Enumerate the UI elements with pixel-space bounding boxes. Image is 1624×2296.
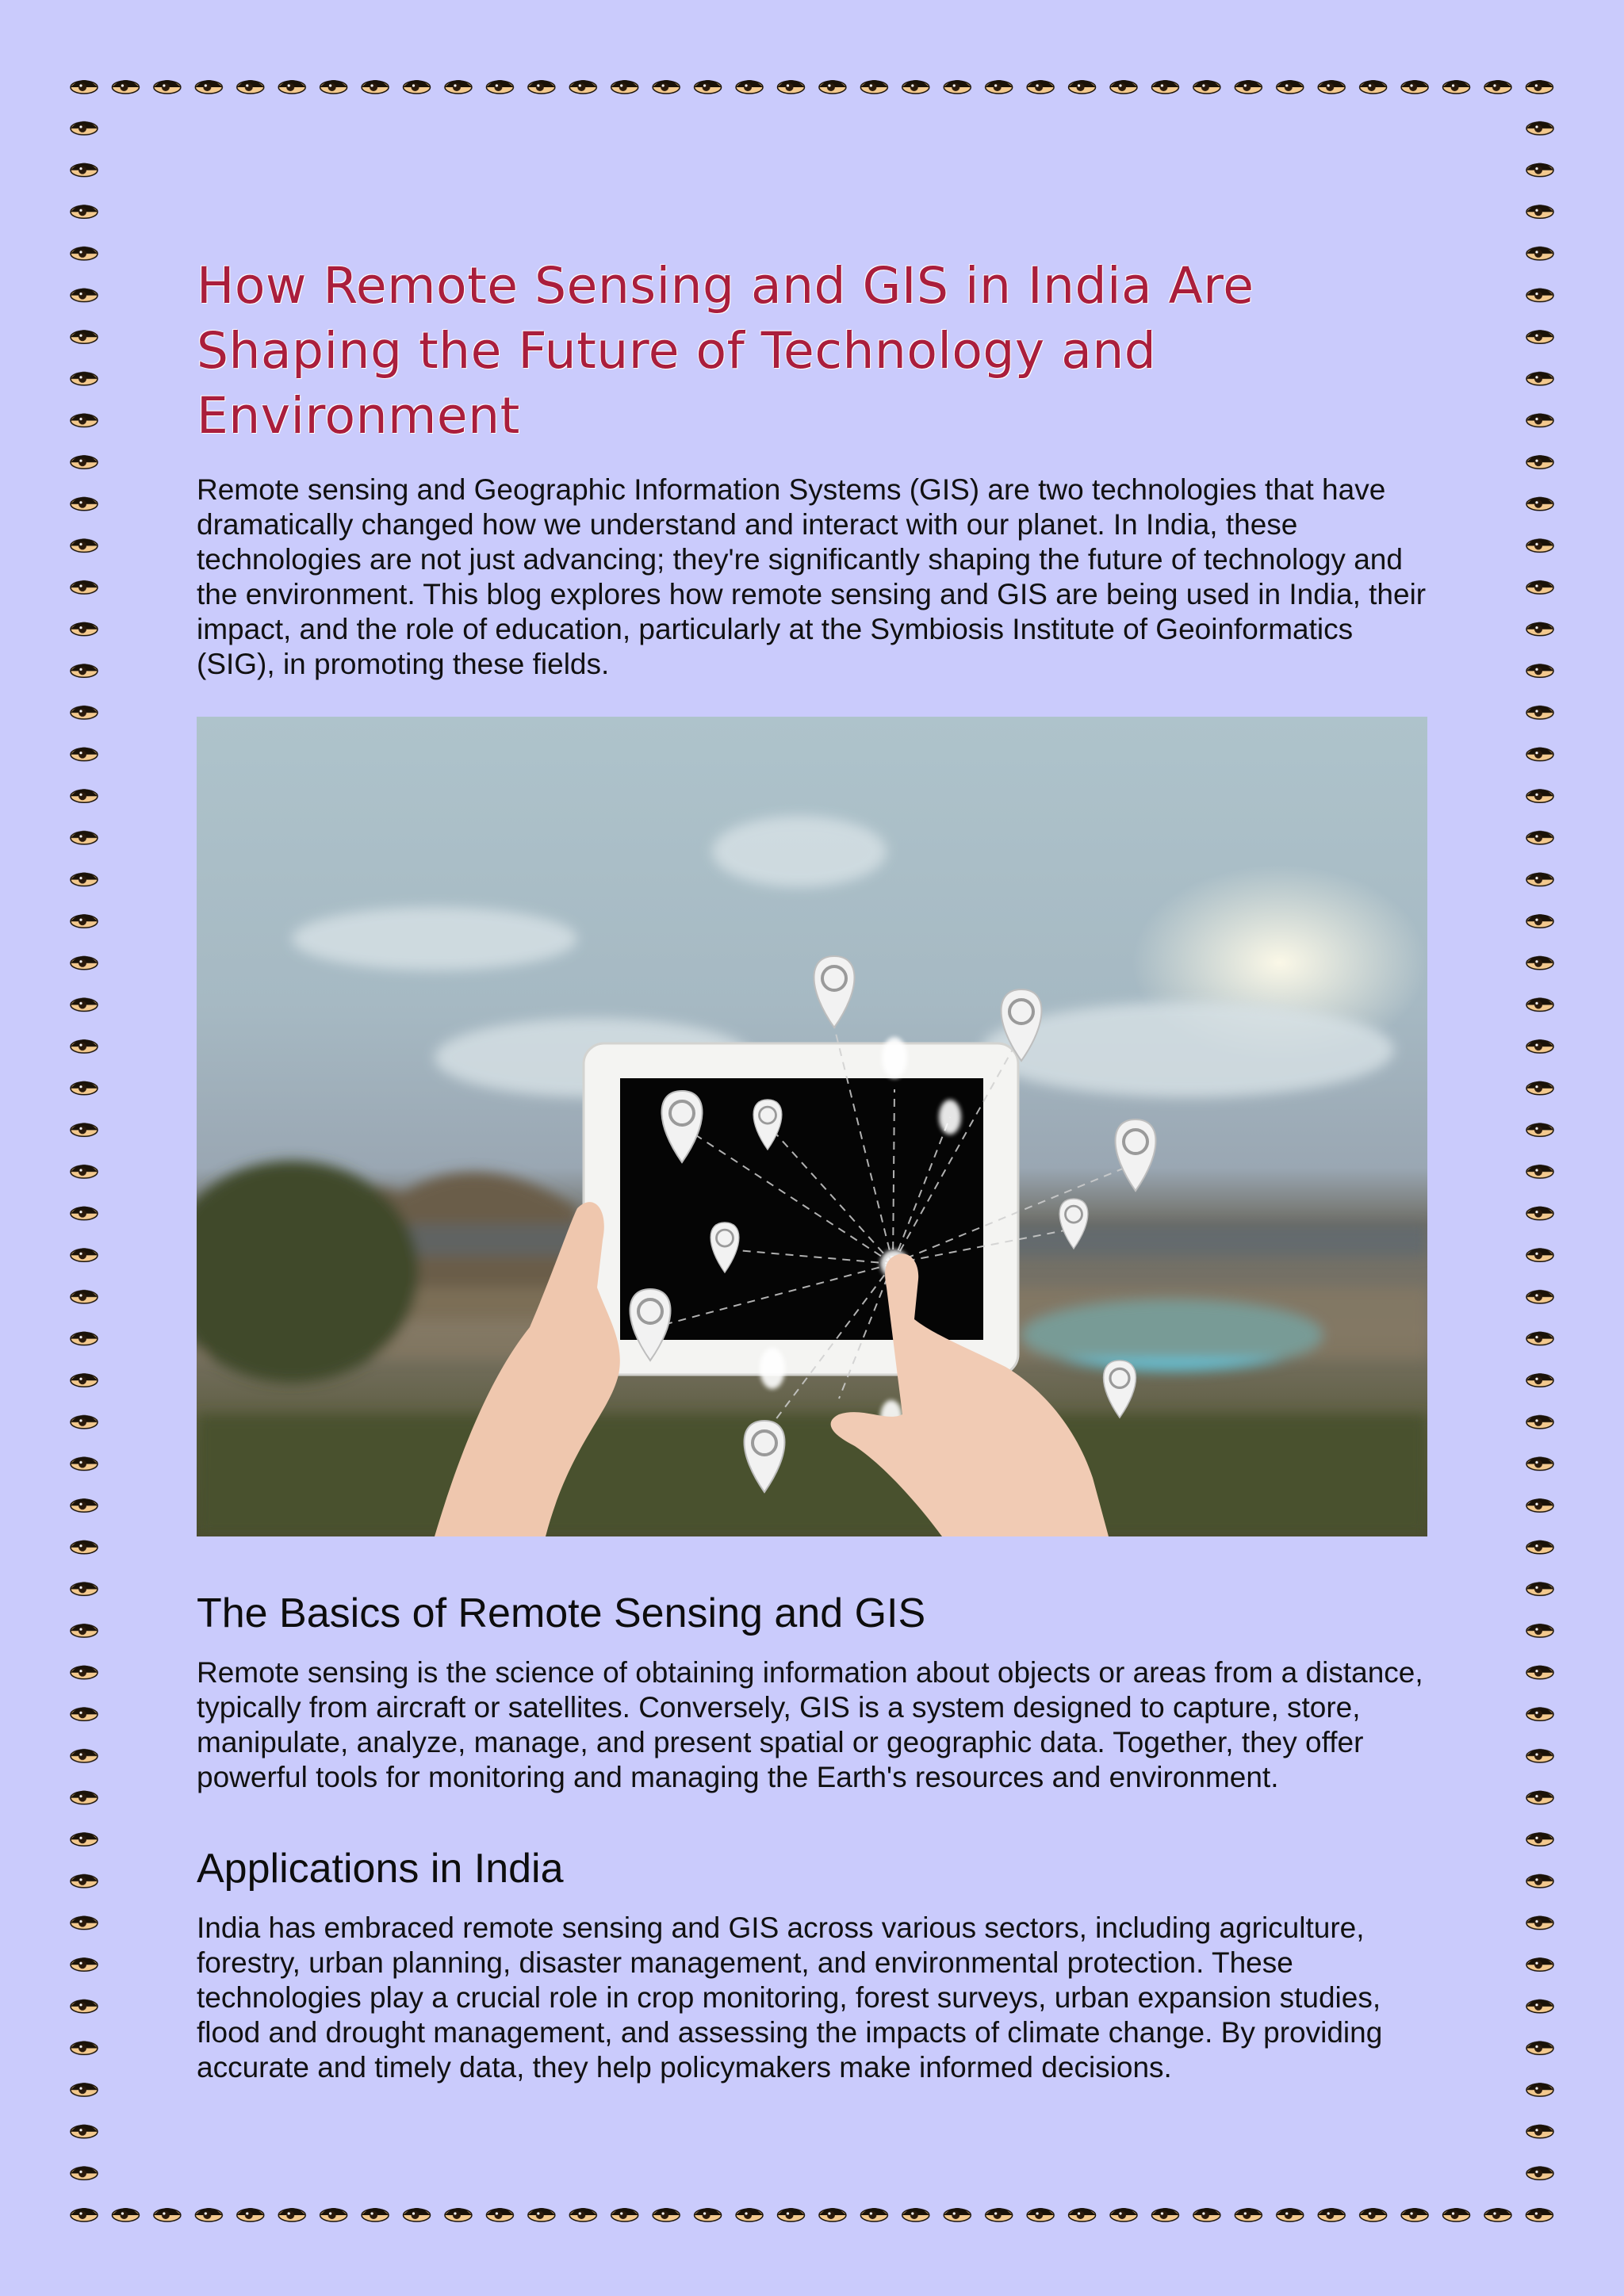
section-heading: The Basics of Remote Sensing and GIS	[197, 1590, 926, 1636]
article-title: How Remote Sensing and GIS in India Are Shaping the Future of Technology and Environment	[197, 257, 1254, 445]
intro-paragraph: Remote sensing and Geographic Information Systems (GIS) are two technologies that have dramatically changed how we understand and interact with our planet. In India, these technologies are not just advancing; they're significantly shaping the future of technology and the environment. This blog explores how remote sensing and GIS are being used in India, their impact, and the role of education, particularly at the Symbiosis Institute of Geoinformatics (SIG), in promoting these fields.	[197, 473, 1427, 680]
decorative-border-top	[63, 63, 1561, 105]
section-basics	[197, 1589, 1427, 1795]
decorative-border-bottom	[63, 2191, 1561, 2233]
section-body: India has embraced remote sensing and GIS across various sectors, including agriculture, forestry, urban planning, disaster management, and environmental protection. These technologies play a crucial role in crop monitoring, forest surveys, urban expansion studies, flood and drought management, and assessing the impacts of climate change. By providing accurate and timely data, they help policymakers make informed decisions.	[197, 1911, 1383, 2084]
section-heading: Applications in India	[197, 1846, 564, 1892]
section-body: Remote sensing is the science of obtaining information about objects or areas from a distance, typically from aircraft or satellites. Conversely, GIS is a system designed to capture, store, manipulate, analyze, manage, and present spatial or geographic data. Together, they offer powerful tools for monitoring and managing the Earth's resources and environment.	[197, 1656, 1423, 1793]
section-applications	[197, 1844, 1427, 2085]
article	[197, 254, 1427, 2134]
decorative-border-right	[1519, 105, 1561, 2191]
decorative-border-left	[63, 105, 105, 2191]
hero-image	[197, 717, 1427, 1536]
